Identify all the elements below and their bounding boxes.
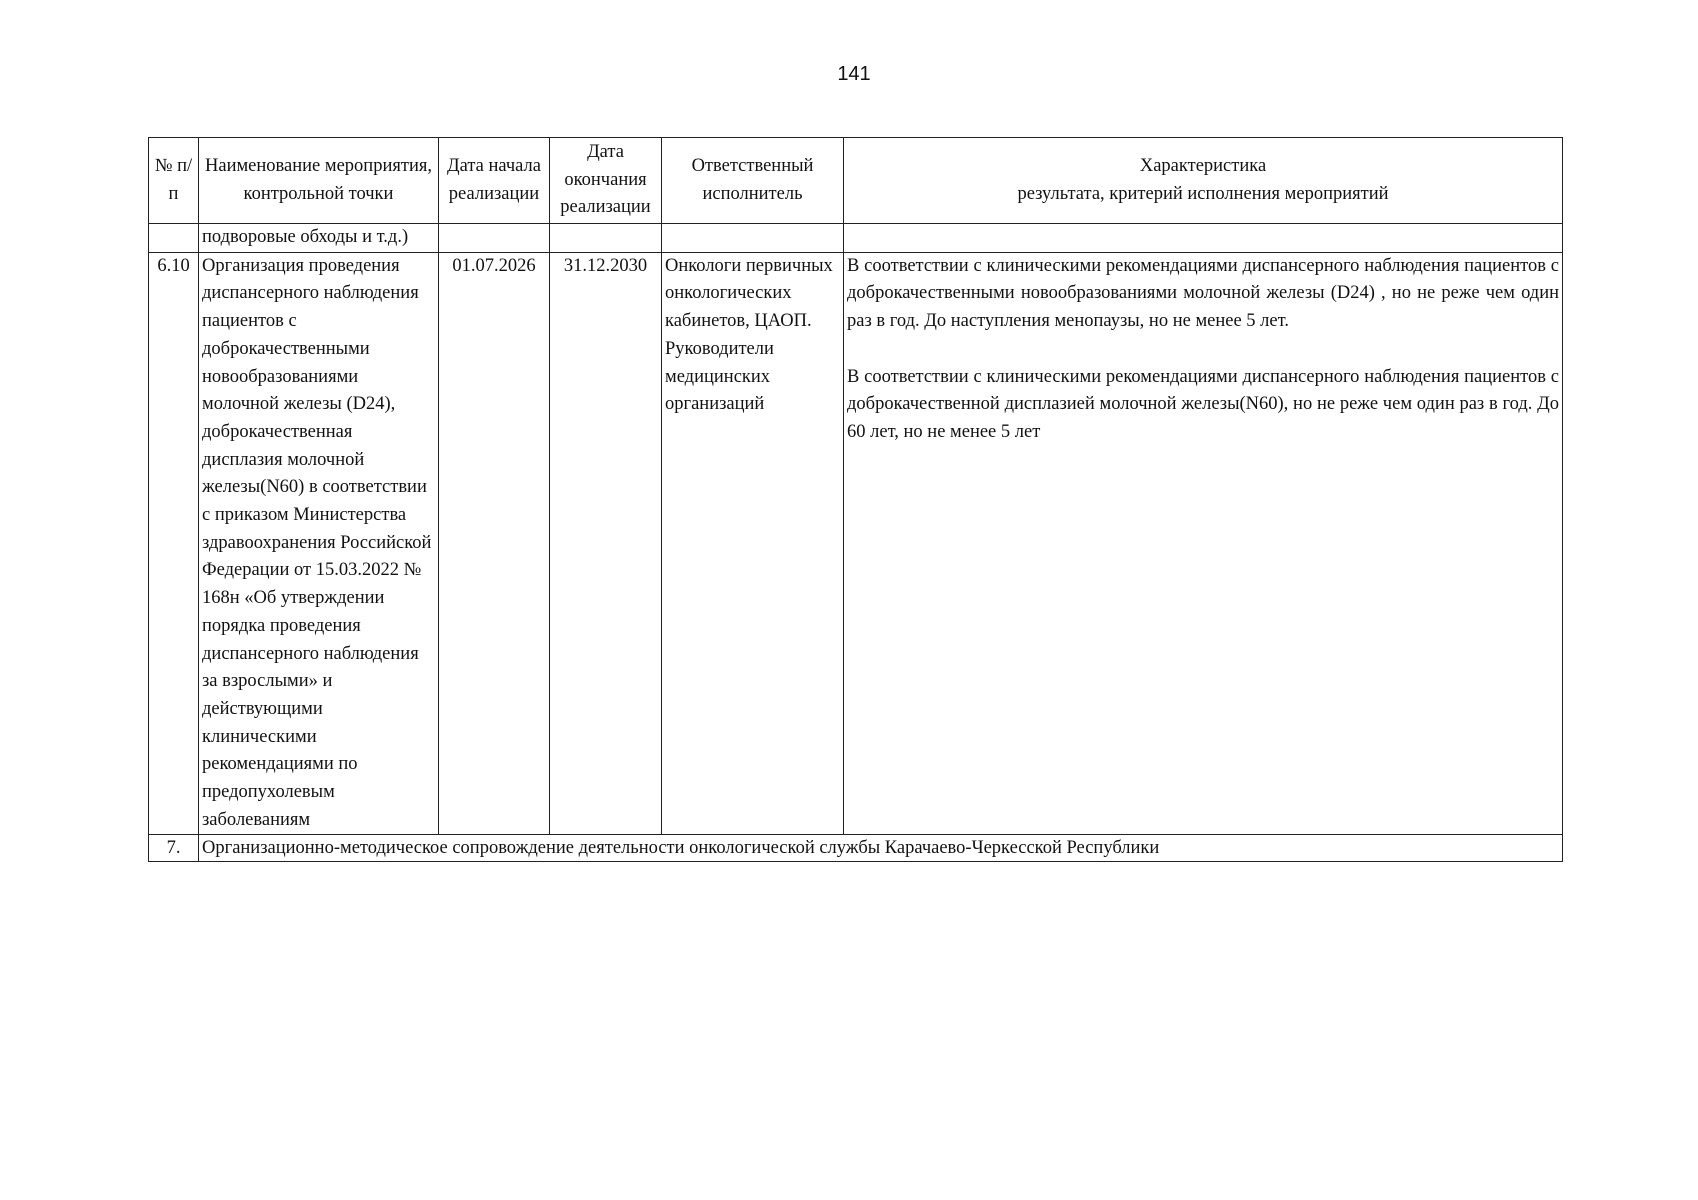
- result-paragraph-1: В соответствии с клиническими рекомендациями диспансерного наблюдения пациентов с доброкачественными новообразованиями молочной железы (D24) , но не реже чем один раз в год. До наступления менопаузы, но не менее 5 лет.: [847, 255, 1559, 332]
- header-name: Наименование мероприятия, контрольной точки: [199, 138, 439, 224]
- row-num: 6.10: [149, 252, 199, 835]
- section-title: Организационно-методическое сопровождение деятельности онкологической службы Карачаево-Черкесской Республики: [199, 835, 1563, 862]
- header-num: № п/п: [149, 138, 199, 224]
- row-num: [149, 224, 199, 253]
- header-result: [844, 138, 1563, 224]
- result-paragraph-2: В соответствии с клиническими рекомендациями диспансерного наблюдения пациентов с доброкачественной дисплазией молочной железы(N60), но не реже чем один раз в год. До 60 лет, но не менее 5 лет: [847, 366, 1559, 442]
- table-row: [149, 224, 1563, 253]
- header-responsible: Ответственный исполнитель: [662, 138, 844, 224]
- activity-table: [148, 137, 1563, 862]
- row-name: подворовые обходы и т.д.): [199, 224, 439, 253]
- row-responsible: Онкологи первичных онкологических кабинетов, ЦАОП. Руководители медицинских организаций: [662, 252, 844, 835]
- paragraph-gap: [847, 336, 1559, 364]
- row-start-date: 01.07.2026: [439, 252, 550, 835]
- row-end-date: 31.12.2030: [550, 252, 662, 835]
- row-name: Организация проведения диспансерного наблюдения пациентов с доброкачественными новообразованиями молочной железы (D24), доброкачественная дисплазия молочной железы(N60) в соответствии с приказом Министерства здравоохранения Российской Федерации от 15.03.2022 № 168н «Об утверждении порядка проведения диспансерного наблюдения за взрослыми» и действующими клиническими рекомендациями по предопухолевым заболеваниям: [199, 252, 439, 835]
- table-row: [149, 252, 1563, 835]
- header-result-line1: Характеристика: [1139, 156, 1267, 176]
- section-row: [149, 835, 1563, 862]
- row-end-date: [550, 224, 662, 253]
- table-header-row: [149, 138, 1563, 224]
- section-num: 7.: [149, 835, 199, 862]
- row-responsible: [662, 224, 844, 253]
- page-number: 141: [837, 63, 871, 85]
- header-result-line2: результата, критерий исполнения мероприятий: [1017, 183, 1389, 204]
- row-start-date: [439, 224, 550, 253]
- row-result: [844, 252, 1563, 835]
- header-start-date: Дата начала реализации: [439, 138, 550, 224]
- header-end-date: Дата окончания реализации: [550, 138, 662, 224]
- row-result: [844, 224, 1563, 253]
